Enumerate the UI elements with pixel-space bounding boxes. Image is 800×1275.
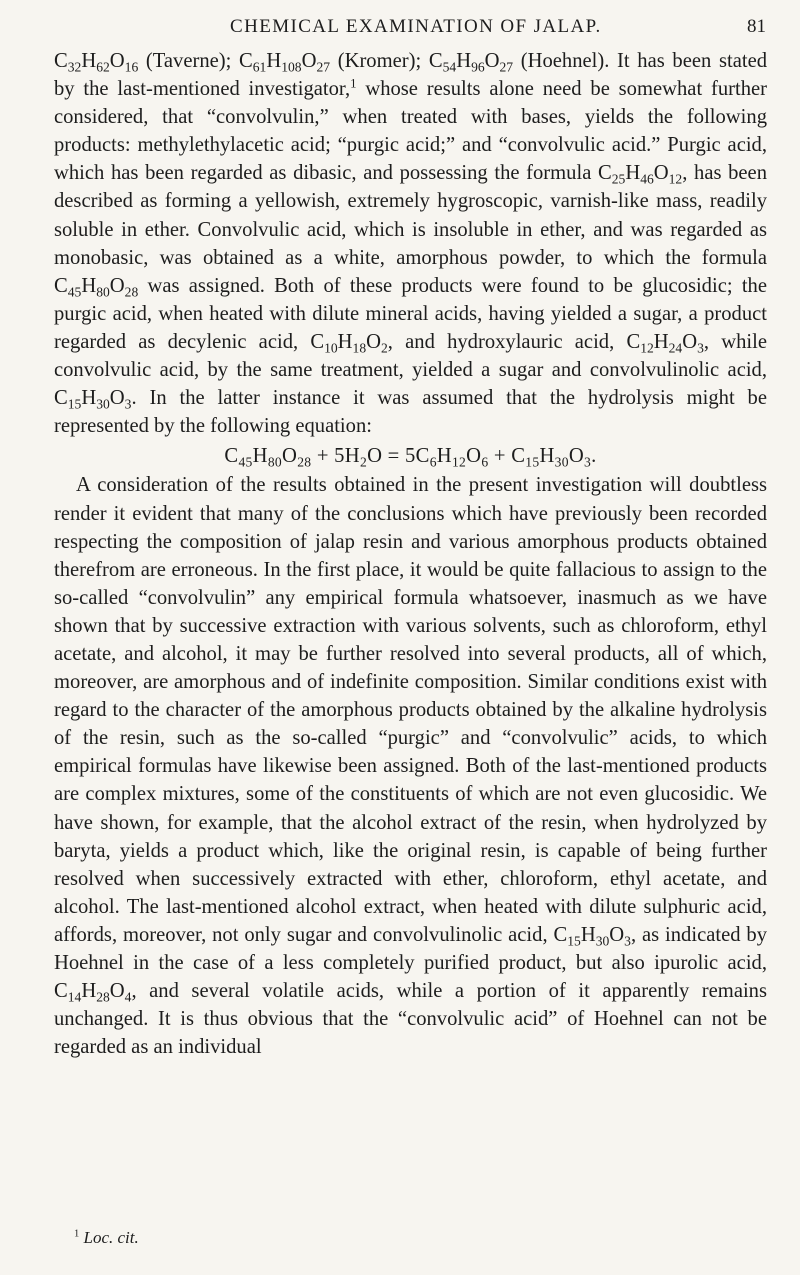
body-text <box>54 47 767 1061</box>
footnote <box>74 1228 139 1248</box>
footnote-marker: 1 <box>74 1228 80 1240</box>
footnote-text: Loc. cit. <box>83 1228 139 1247</box>
page-number: 81 <box>747 16 766 37</box>
running-header <box>55 16 766 42</box>
paragraph-formulas-and-products: $C_{32}H_{62}O_{16}$ (Taverne); $C_{61}H_{108}O_{27}$ (Kromer); $C_{54}H_{96}O_{27}$ (Hoehnel). It has been stated by the last-mentioned investigator,$^1$ whose results alone need be somewhat further considered, that “convolvulin,” when treated with bases, yields the following products: methylethylacetic acid; “purgic acid;” and “convolvulic acid.” Purgic acid, which has been regarded as dibasic, and possessing the formula $C_{25}H_{46}O_{12}$, has been described as forming a yellowish, extremely hygroscopic, varnish-like mass, readily soluble in ether. Convolvulic acid, which is insoluble in ether, and was regarded as monobasic, was obtained as a white, amorphous powder, to which the formula $C_{45}H_{80}O_{28}$ was assigned. Both of these products were found to be glucosidic; the purgic acid, when heated with dilute mineral acids, having yielded a sugar, a product regarded as decylenic acid, $C_{10}H_{18}O_2$, and hydroxylauric acid, $C_{12}H_{24}O_3$, while convolvulic acid, by the same treatment, yielded a sugar and convolvulinolic acid, $C_{15}H_{30}O_3$. In the latter instance it was assumed that the hydrolysis might be represented by the following equation: <box>54 50 768 438</box>
paragraph-consideration-of-results: A consideration of the results obtained in the present investigation will doubtless render it evident that many of the conclusions which have previously been recorded respecting the composition of jalap resin and various amorphous products obtained therefrom are erroneous. In the first place, it would be quite fallacious to assign to the so-called “convolvulin” any empirical formula whatsoever, inasmuch as we have shown that by successive extraction with various solvents, such as chloroform, ethyl acetate, and alcohol, it may be further resolved into several products, all of which, moreover, are amorphous and of indefinite composition. Similar conditions exist with regard to the character of the amorphous products obtained by the alkaline hydrolysis of the resin, such as the so-called “purgic” and “convolvulic” acids, to which empirical formulas have likewise been assigned. Both of the last-mentioned products are complex mixtures, some of the constituents of which are not even glucosidic. We have shown, for example, that the alcohol extract of the resin, when hydrolyzed by baryta, yields a product which, like the original resin, is capable of being further resolved when successively extracted with ether, chloroform, ethyl acetate, and alcohol. The last-mentioned alcohol extract, when heated with dilute sulphuric acid, affords, moreover, not only sugar and convolvulinolic acid, $C_{15}H_{30}O_3$, as indicated by Hoehnel in the case of a less completely purified product, but also ipurolic acid, $C_{14}H_{28}O_4$, and several volatile acids, while a portion of it apparently remains unchanged. It is thus obvious that the “convolvulic acid” of Hoehnel can not be regarded as an individual <box>54 474 768 1059</box>
hydrolysis-equation: $C_{45}H_{80}O_{28} + 5H_2O = 5C_6H_{12}O_6 + C_{15}H_{30}O_3$. <box>224 445 597 470</box>
running-title: CHEMICAL EXAMINATION OF JALAP. <box>230 16 602 37</box>
